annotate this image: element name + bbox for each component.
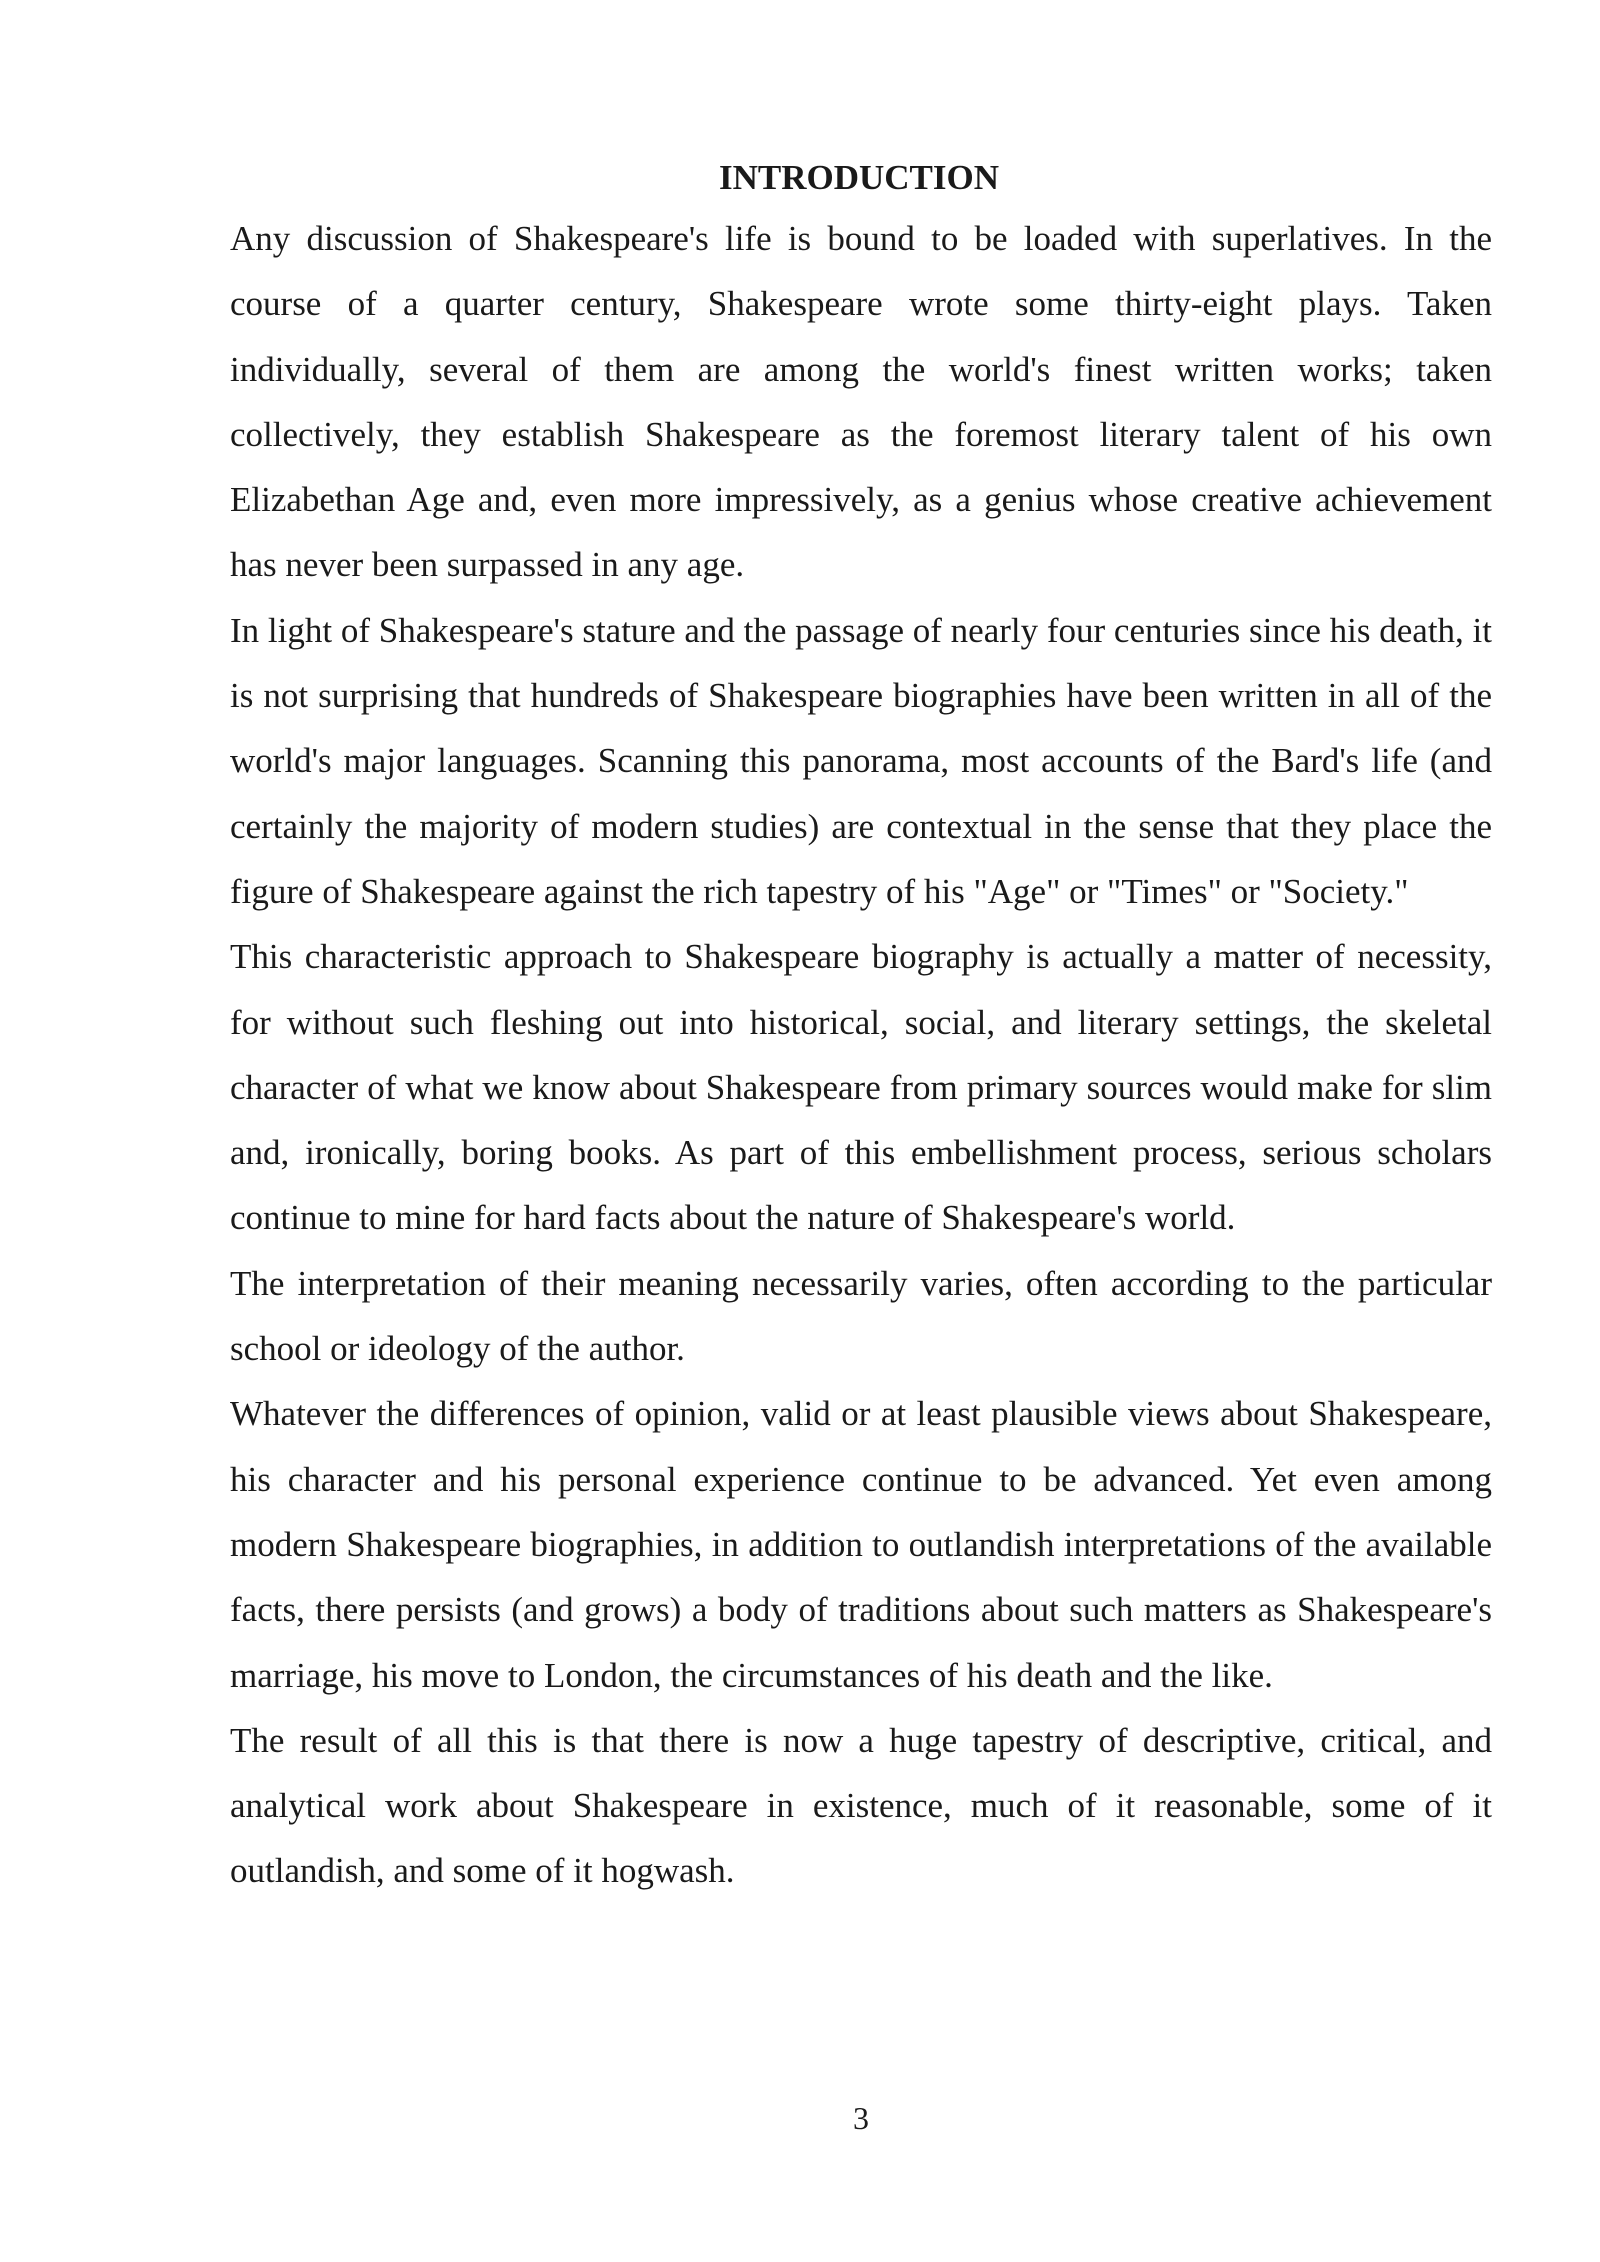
paragraph-5: Whatever the differences of opinion, valid or at least plausible views about Shakespeare, his character and his personal experience continue to be advanced. Yet even among modern Shakespeare biographies, in addition to outlandish interpretations of the available facts, there persists (and grows) a body of traditions about such matters as Shakespeare's marriage, his move to London, the circumstances of his death and the like.: [230, 1394, 1492, 1695]
paragraph-4: The interpretation of their meaning necessarily varies, often according to the particular school or ideology of the author.: [230, 1263, 1492, 1369]
page-body: [230, 150, 1492, 1904]
page-title: INTRODUCTION: [718, 158, 1000, 197]
paragraph-1: Any discussion of Shakespeare's life is bound to be loaded with superlatives. In the course of a quarter century, Shakespeare wrote some thirty-eight plays. Taken individually, several of them are among the world's finest written works; taken collectively, they establish Shakespeare as the foremost literary talent of his own Elizabethan Age and, even more impressively, as a genius whose creative achievement has never been surpassed in any age.: [230, 219, 1492, 585]
paragraph-3: This characteristic approach to Shakespeare biography is actually a matter of necessity, for without such fleshing out into historical, social, and literary settings, the skeletal character of what we know about Shakespeare from primary sources would make for slim and, ironically, boring books. As part of this embellishment process, serious scholars continue to mine for hard facts about the nature of Shakespeare's world.: [230, 937, 1492, 1238]
paragraph-6: The result of all this is that there is now a huge tapestry of descriptive, critical, and analytical work about Shakespeare in existence, much of it reasonable, some of it outlandish, and some of it hogwash.: [230, 1720, 1492, 1891]
paragraph-2: In light of Shakespeare's stature and the passage of nearly four centuries since his death, it is not surprising that hundreds of Shakespeare biographies have been written in all of the world's major languages. Scanning this panorama, most accounts of the Bard's life (and certainly the majority of modern studies) are contextual in the sense that they place the figure of Shakespeare against the rich tapestry of his "Age" or "Times" or "Society.": [230, 610, 1492, 911]
page-number: 3: [853, 2100, 869, 2136]
